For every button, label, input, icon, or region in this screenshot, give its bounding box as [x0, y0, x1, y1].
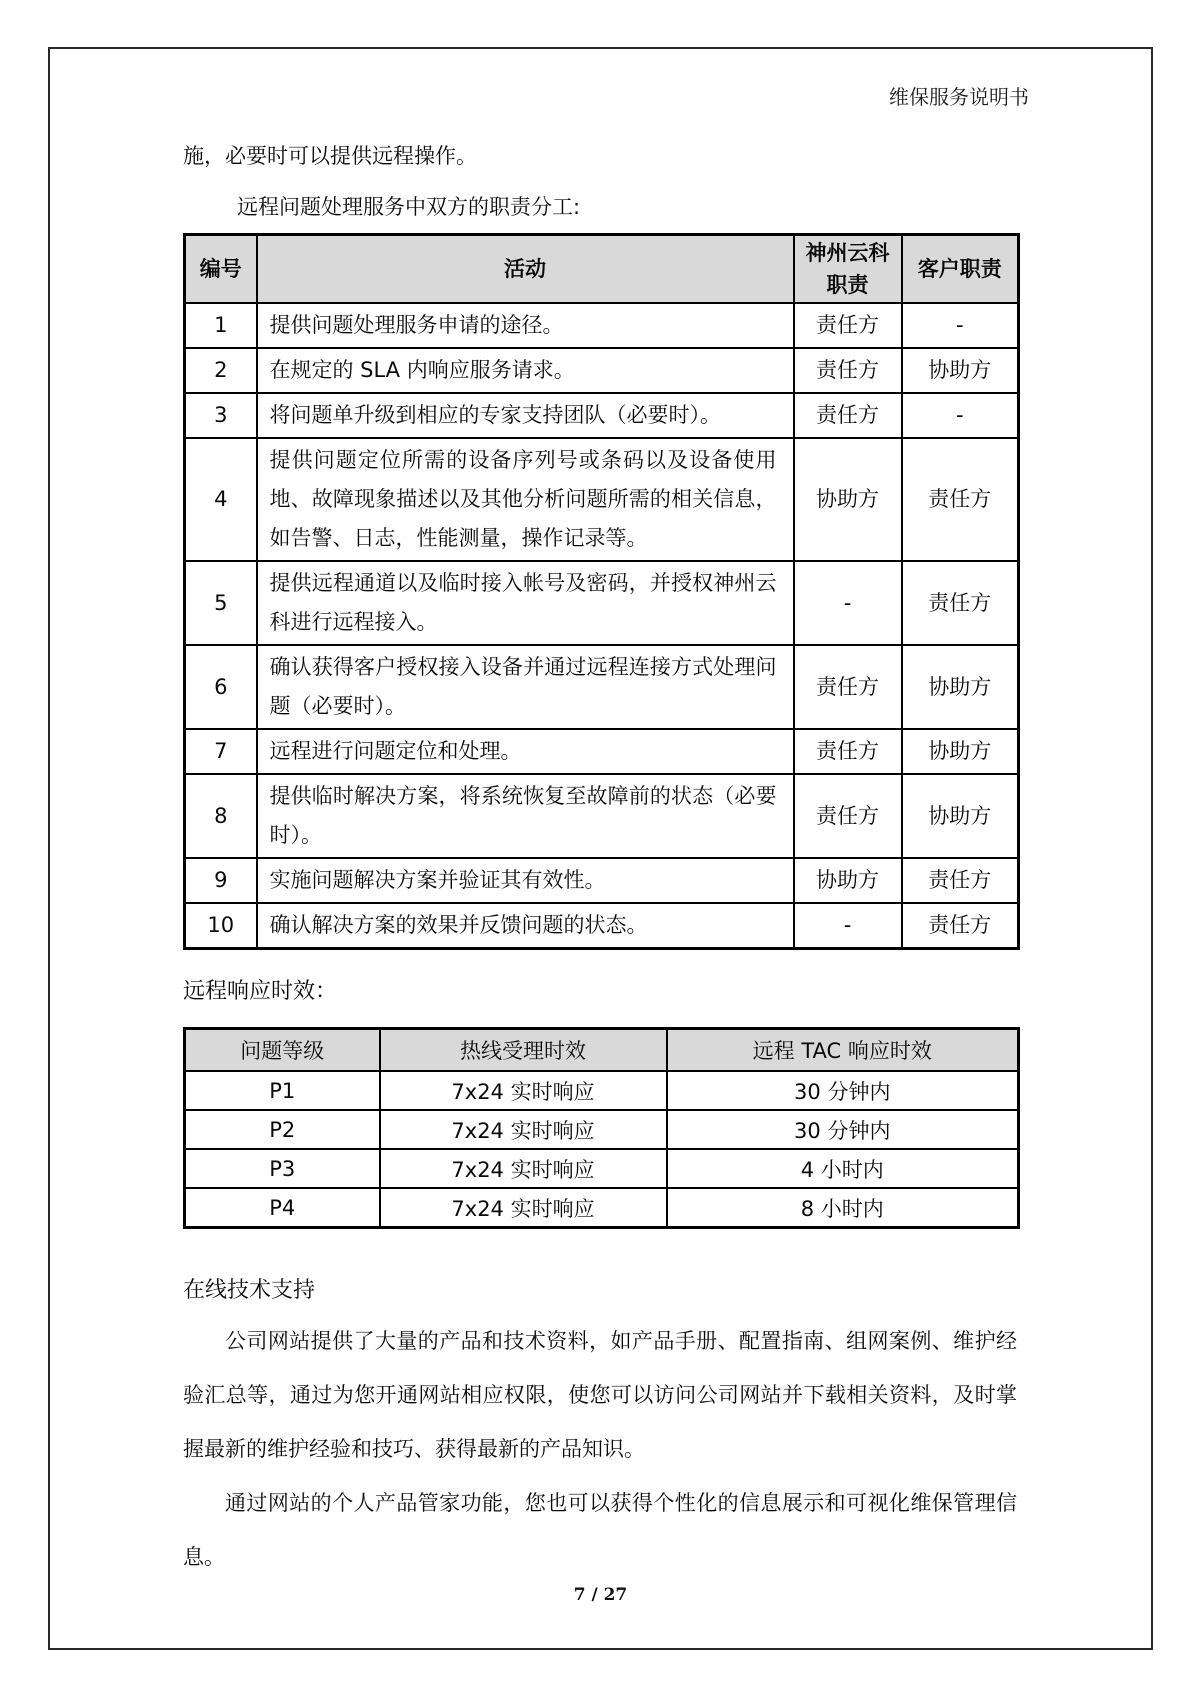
- customer-duty-cell: 协助方: [902, 774, 1019, 858]
- responsibility-table-header-row: [185, 235, 1019, 304]
- table-row: [185, 438, 1019, 561]
- row-number-cell: 10: [185, 903, 257, 949]
- yunke-duty-cell: 责任方: [794, 645, 902, 729]
- table-row: [185, 1071, 1019, 1110]
- table-row: [185, 645, 1019, 729]
- tac-sla-cell: 30 分钟内: [667, 1110, 1019, 1149]
- responsibility-table-caption: 远程问题处理服务中双方的职责分工:: [237, 195, 581, 219]
- yunke-duty-cell: 责任方: [794, 348, 902, 393]
- table-row: [185, 393, 1019, 438]
- hotline-sla-cell: 7x24 实时响应: [380, 1110, 667, 1149]
- responsibility-table: [183, 233, 1020, 950]
- sla-table-header-row: [185, 1029, 1019, 1072]
- row-number-cell: 1: [185, 303, 257, 348]
- customer-duty-cell: -: [902, 303, 1019, 348]
- activity-cell: 提供问题定位所需的设备序列号或条码以及设备使用地、故障现象描述以及其他分析问题所需的相关信息，如告警、日志，性能测量，操作记录等。: [257, 438, 794, 561]
- activity-cell: 确认解决方案的效果并反馈问题的状态。: [257, 903, 794, 949]
- yunke-duty-cell: -: [794, 561, 902, 645]
- table-row: [185, 561, 1019, 645]
- activity-cell: 将问题单升级到相应的专家支持团队（必要时）。: [257, 393, 794, 438]
- sla-section-heading: 远程响应时效：: [183, 979, 338, 1004]
- online-support-paragraphs: [183, 1314, 1017, 1584]
- responsibility-table-body: [185, 303, 1019, 949]
- activity-cell: 提供临时解决方案，将系统恢复至故障前的状态（必要时）。: [257, 774, 794, 858]
- intro-paragraph: 施，必要时可以提供远程操作。: [183, 144, 477, 168]
- table-row: [185, 774, 1019, 858]
- yunke-duty-cell: 协助方: [794, 438, 902, 561]
- table-row: [185, 1188, 1019, 1228]
- hotline-sla-cell: 7x24 实时响应: [380, 1071, 667, 1110]
- column-header-number: 编号: [185, 235, 257, 304]
- column-header-tac-sla: 远程 TAC 响应时效: [667, 1029, 1019, 1072]
- row-number-cell: 9: [185, 858, 257, 903]
- hotline-sla-cell: 7x24 实时响应: [380, 1149, 667, 1188]
- yunke-duty-cell: 责任方: [794, 393, 902, 438]
- table-row: [185, 729, 1019, 774]
- table-row: [185, 903, 1019, 949]
- body-paragraph: 通过网站的个人产品管家功能，您也可以获得个性化的信息展示和可视化维保管理信息。: [183, 1491, 1017, 1569]
- table-row: [185, 348, 1019, 393]
- customer-duty-cell: 责任方: [902, 903, 1019, 949]
- activity-cell: 实施问题解决方案并验证其有效性。: [257, 858, 794, 903]
- table-row: [185, 858, 1019, 903]
- customer-duty-cell: 协助方: [902, 348, 1019, 393]
- body-paragraph: 公司网站提供了大量的产品和技术资料，如产品手册、配置指南、组网案例、维护经验汇总等，通过为您开通网站相应权限，使您可以访问公司网站并下载相关资料，及时掌握最新的维护经验和技巧、获得最新的产品知识。: [183, 1329, 1017, 1461]
- activity-cell: 提供远程通道以及临时接入帐号及密码，并授权神州云科进行远程接入。: [257, 561, 794, 645]
- customer-duty-cell: -: [902, 393, 1019, 438]
- column-header-hotline-sla: 热线受理时效: [380, 1029, 667, 1072]
- online-support-heading: 在线技术支持: [183, 1278, 316, 1303]
- yunke-duty-cell: -: [794, 903, 902, 949]
- yunke-duty-cell: 责任方: [794, 774, 902, 858]
- activity-cell: 提供问题处理服务申请的途径。: [257, 303, 794, 348]
- row-number-cell: 4: [185, 438, 257, 561]
- hotline-sla-cell: 7x24 实时响应: [380, 1188, 667, 1228]
- problem-level-cell: P2: [185, 1110, 380, 1149]
- customer-duty-cell: 责任方: [902, 438, 1019, 561]
- row-number-cell: 8: [185, 774, 257, 858]
- customer-duty-cell: 协助方: [902, 729, 1019, 774]
- activity-cell: 远程进行问题定位和处理。: [257, 729, 794, 774]
- page-header-title: 维保服务说明书: [889, 85, 1029, 109]
- customer-duty-cell: 协助方: [902, 645, 1019, 729]
- sla-table: [183, 1027, 1020, 1229]
- column-header-activity: 活动: [257, 235, 794, 304]
- page-number: 7 / 27: [573, 1585, 628, 1605]
- problem-level-cell: P1: [185, 1071, 380, 1110]
- column-header-yunke-duty: 神州云科职责: [794, 235, 902, 304]
- table-row: [185, 1110, 1019, 1149]
- customer-duty-cell: 责任方: [902, 858, 1019, 903]
- yunke-duty-cell: 责任方: [794, 303, 902, 348]
- page-content: [183, 49, 1017, 1584]
- customer-duty-cell: 责任方: [902, 561, 1019, 645]
- tac-sla-cell: 30 分钟内: [667, 1071, 1019, 1110]
- row-number-cell: 7: [185, 729, 257, 774]
- activity-cell: 在规定的 SLA 内响应服务请求。: [257, 348, 794, 393]
- problem-level-cell: P4: [185, 1188, 380, 1228]
- tac-sla-cell: 4 小时内: [667, 1149, 1019, 1188]
- row-number-cell: 6: [185, 645, 257, 729]
- column-header-customer-duty: 客户职责: [902, 235, 1019, 304]
- yunke-duty-cell: 协助方: [794, 858, 902, 903]
- row-number-cell: 5: [185, 561, 257, 645]
- row-number-cell: 3: [185, 393, 257, 438]
- problem-level-cell: P3: [185, 1149, 380, 1188]
- tac-sla-cell: 8 小时内: [667, 1188, 1019, 1228]
- page-border-frame: [48, 47, 1153, 1650]
- table-row: [185, 303, 1019, 348]
- column-header-problem-level: 问题等级: [185, 1029, 380, 1072]
- yunke-duty-cell: 责任方: [794, 729, 902, 774]
- sla-table-body: [185, 1071, 1019, 1228]
- activity-cell: 确认获得客户授权接入设备并通过远程连接方式处理问题（必要时）。: [257, 645, 794, 729]
- row-number-cell: 2: [185, 348, 257, 393]
- table-row: [185, 1149, 1019, 1188]
